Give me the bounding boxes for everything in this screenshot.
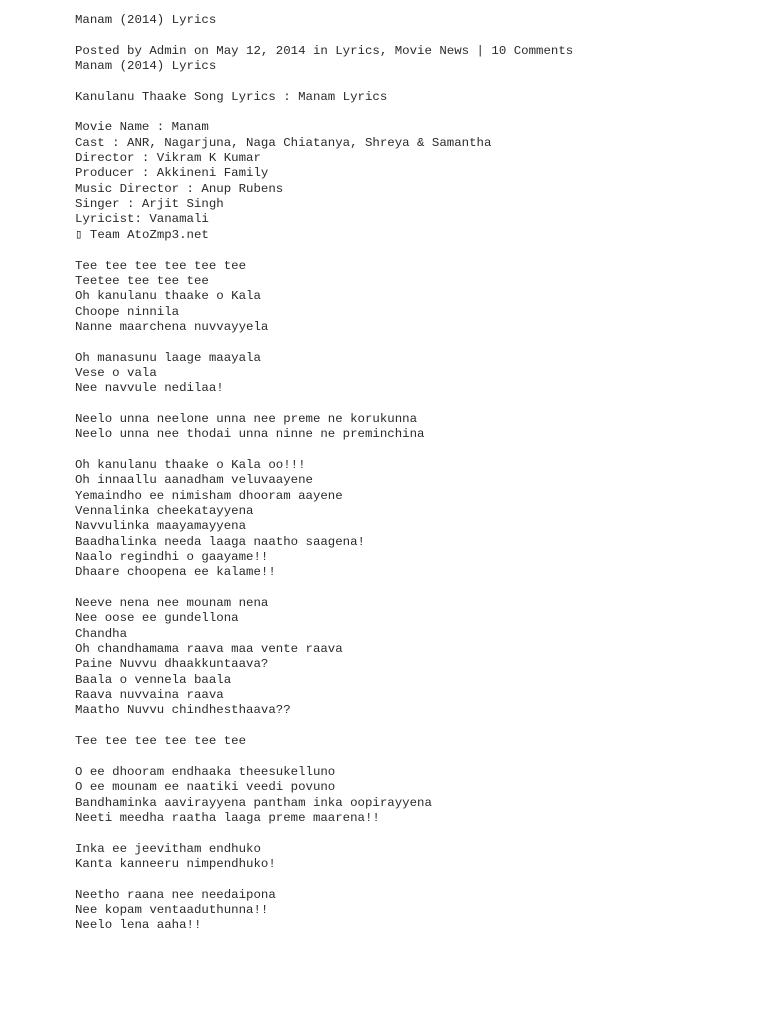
page-title: Manam (2014) Lyrics <box>75 13 217 27</box>
lyrics-stanza <box>75 842 755 873</box>
lyric-line: Oh kanulanu thaake o Kala <box>75 289 261 304</box>
lyric-line: Nee oose ee gundellona <box>75 611 239 626</box>
detail-line: Cast : ANR, Nagarjuna, Naga Chiatanya, Shreya & Samantha <box>75 135 492 150</box>
lyrics-stanza <box>75 734 755 749</box>
lyric-line: Baadhalinka needa laaga naatho saagena! <box>75 534 365 549</box>
song-details <box>75 120 755 258</box>
lyric-line: Paine Nuvvu dhaakkuntaava? <box>75 657 269 672</box>
spacer <box>75 243 755 258</box>
lyric-line: O ee mounam ee naatiki veedi povuno <box>75 780 336 795</box>
detail-line: Movie Name : Manam <box>75 120 209 135</box>
lyric-line: Inka ee jeevitham endhuko <box>75 841 261 856</box>
lyric-line: Baala o vennela baala <box>75 672 232 687</box>
lyric-line: Oh kanulanu thaake o Kala oo!!! <box>75 457 306 472</box>
lyric-line: Neeti meedha raatha laaga preme maarena!! <box>75 810 380 825</box>
spacer <box>75 335 755 350</box>
lyric-line: Neelo unna neelone unna nee preme ne korukunna <box>75 411 418 426</box>
lyric-line: Tee tee tee tee tee tee <box>75 258 247 273</box>
lyric-line: Oh chandhamama raava maa vente raava <box>75 642 343 657</box>
spacer <box>75 443 755 458</box>
lyric-line: Navvulinka maayamayyena <box>75 519 247 534</box>
lyric-line: Oh innaallu aanadham veluvaayene <box>75 473 313 488</box>
lyrics-stanza <box>75 765 755 826</box>
detail-line: Director : Vikram K Kumar <box>75 151 261 166</box>
lyric-line: Neelo unna nee thodai unna ninne ne preminchina <box>75 427 425 442</box>
lyric-line: Yemaindho ee nimisham dhooram aayene <box>75 488 343 503</box>
spacer <box>75 750 755 765</box>
detail-line: Singer : Arjit Singh <box>75 197 224 212</box>
lyrics-document <box>75 13 755 934</box>
lyric-line: Vese o vala <box>75 365 157 380</box>
lyric-line: Choope ninnila <box>75 304 180 319</box>
spacer <box>75 719 755 734</box>
lyrics-stanza <box>75 259 755 336</box>
spacer <box>75 872 755 887</box>
lyric-line: Bandhaminka aavirayyena pantham inka oopirayyena <box>75 795 432 810</box>
lyric-line: Raava nuvvaina raava <box>75 688 224 703</box>
lyric-line: Chandha <box>75 626 128 641</box>
lyric-line: O ee dhooram endhaaka theesukelluno <box>75 764 336 779</box>
lyric-line: Dhaare choopena ee kalame!! <box>75 565 276 580</box>
spacer <box>75 74 755 89</box>
detail-line: Producer : Akkineni Family <box>75 166 269 181</box>
lyrics-stanza <box>75 888 755 934</box>
lyric-line: Naalo regindhi o gaayame!! <box>75 550 269 565</box>
detail-line: Music Director : Anup Rubens <box>75 181 284 196</box>
lyrics-stanza <box>75 596 755 719</box>
spacer <box>75 397 755 412</box>
song-heading: Kanulanu Thaake Song Lyrics : Manam Lyrics <box>75 89 388 104</box>
lyric-line: Maatho Nuvvu chindhesthaava?? <box>75 703 291 718</box>
lyric-line: Tee tee tee tee tee tee <box>75 734 247 749</box>
lyrics-stanza <box>75 412 755 443</box>
lyric-line: Neetho raana nee needaipona <box>75 887 276 902</box>
lyric-line: Neelo lena aaha!! <box>75 918 202 933</box>
lyrics-stanza <box>75 351 755 397</box>
post-subtitle: Manam (2014) Lyrics <box>75 59 217 74</box>
lyric-line: Vennalinka cheekatayyena <box>75 504 254 518</box>
lyric-line: Nee navvule nedilaa! <box>75 381 224 396</box>
spacer <box>75 826 755 841</box>
lyric-line: Oh manasunu laage maayala <box>75 350 261 365</box>
lyric-line: Nanne maarchena nuvvayyela <box>75 319 269 334</box>
post-byline: Posted by Admin on May 12, 2014 in Lyrics, Movie News | 10 Comments <box>75 43 574 58</box>
lyric-line: Kanta kanneeru nimpendhuko! <box>75 856 276 871</box>
lyric-line: Neeve nena nee mounam nena <box>75 596 269 611</box>
lyric-line: Teetee tee tee tee <box>75 273 209 288</box>
lyrics-body <box>75 259 755 934</box>
lyrics-stanza <box>75 458 755 581</box>
detail-line: Lyricist: Vanamali <box>75 212 209 227</box>
lyric-line: Nee kopam ventaaduthunna!! <box>75 902 269 917</box>
spacer <box>75 28 755 43</box>
spacer <box>75 581 755 596</box>
detail-line: ▯ Team AtoZmp3.net <box>75 227 209 242</box>
spacer <box>75 105 755 120</box>
